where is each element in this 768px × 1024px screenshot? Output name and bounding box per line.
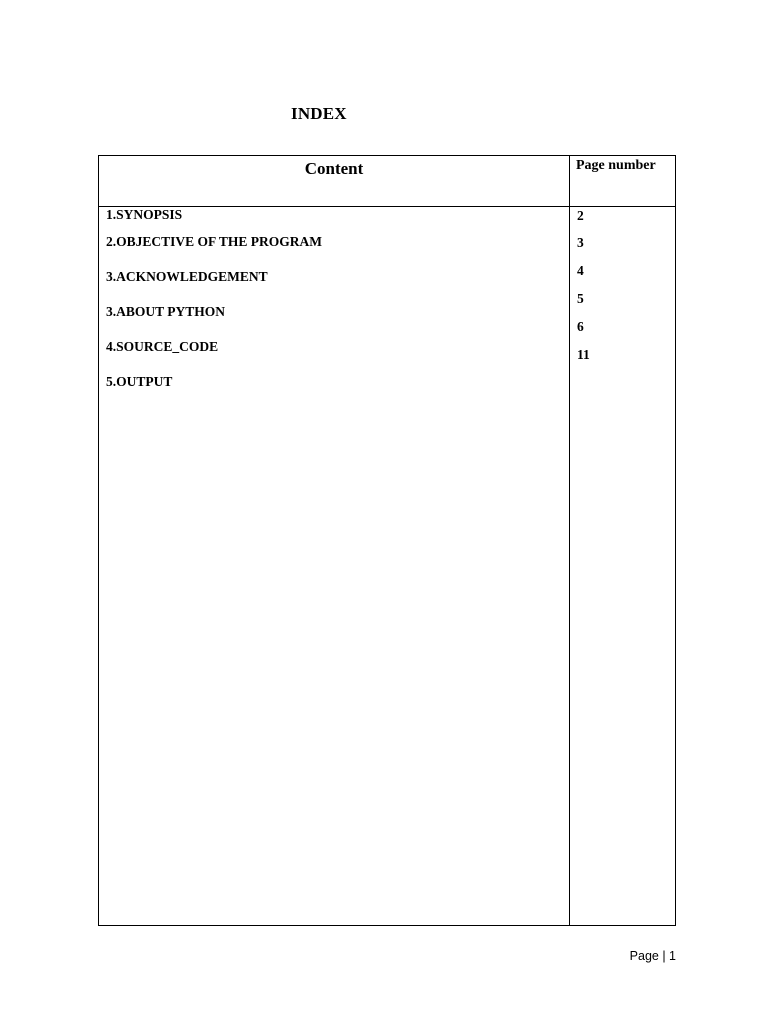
column-divider: [569, 156, 570, 925]
index-entry: 5.OUTPUT: [106, 374, 173, 389]
entry-page-number: 4: [577, 263, 584, 278]
header-row-divider: [99, 206, 675, 207]
index-entry: 3.ACKNOWLEDGEMENT: [106, 269, 268, 284]
index-entry: 1.SYNOPSIS: [106, 207, 183, 222]
page-footer: Page | 1: [629, 949, 676, 963]
entry-page-number: 6: [577, 319, 584, 334]
content-column-header: Content: [304, 159, 364, 178]
index-entry: 2.OBJECTIVE OF THE PROGRAM: [106, 234, 323, 249]
entry-page-number: 2: [577, 208, 584, 223]
index-entry: 4.SOURCE_CODE: [106, 339, 219, 354]
entry-page-number: 3: [577, 235, 584, 250]
entry-page-number: 5: [577, 291, 584, 306]
page-number-column-header: Page number: [576, 158, 656, 173]
index-entry: 3.ABOUT PYTHON: [106, 304, 226, 319]
page-title: INDEX: [291, 104, 347, 123]
entry-page-number: 11: [577, 347, 590, 362]
index-table: [98, 155, 676, 926]
